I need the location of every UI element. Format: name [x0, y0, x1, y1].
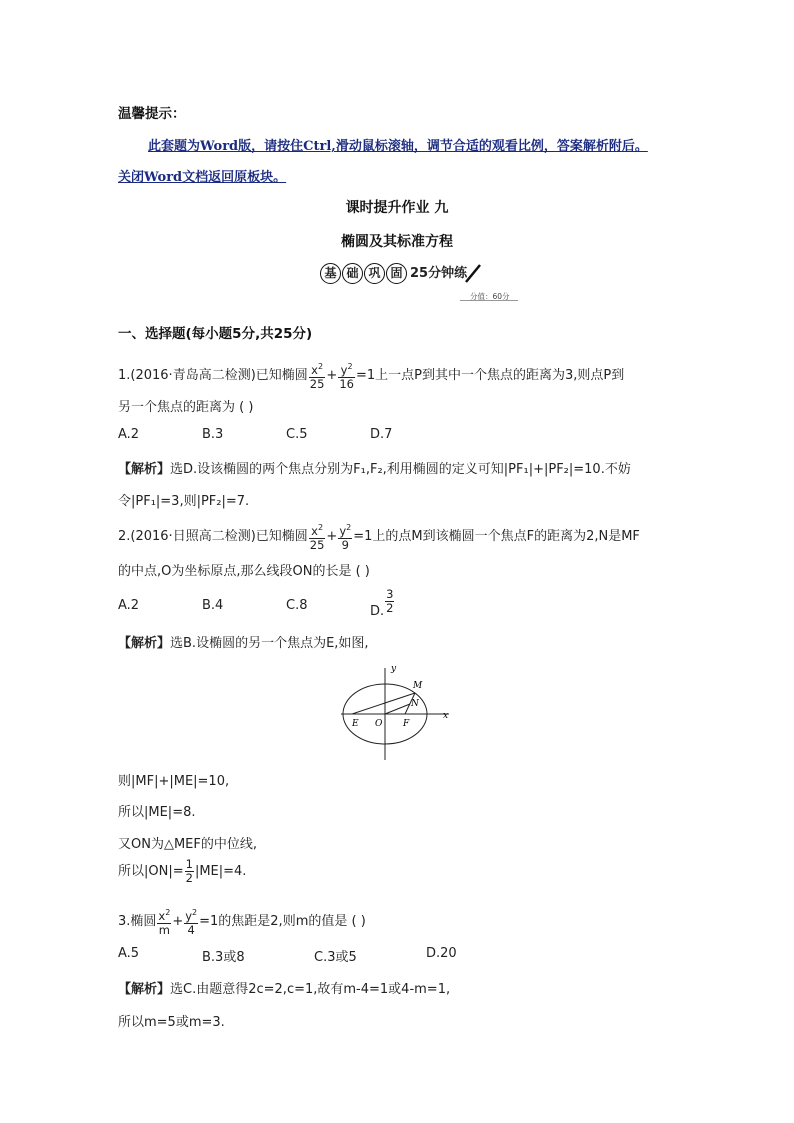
q1-option-a[interactable]: A.2: [118, 427, 140, 442]
q3-analysis: [118, 978, 450, 997]
q3-option-b[interactable]: B.3或8: [202, 950, 245, 965]
q1-analysis-label: 【解析】: [118, 462, 171, 477]
banner-char-1: 基: [320, 263, 341, 284]
q1-option-b[interactable]: B.3: [202, 427, 224, 442]
page-title: 课时提升作业 九: [345, 200, 449, 216]
q3-prefix: 3.椭圆: [118, 913, 157, 929]
q2-option-d[interactable]: [370, 587, 395, 619]
label-F: F: [403, 719, 410, 729]
label-O: O: [375, 719, 383, 729]
q2-stem: [118, 521, 640, 552]
q1-prefix: 1.(2016·青岛高二检测)已知椭圆: [118, 367, 308, 383]
q3-fraction-y: [184, 906, 198, 937]
q2-prefix: 2.(2016·日照高二检测)已知椭圆: [118, 528, 308, 544]
q3-plus: +: [172, 913, 184, 929]
banner-score: 分值：60分: [470, 292, 510, 301]
q1-fraction-y: [338, 360, 355, 391]
q1-stem-line-2: 另一个焦点的距离为 ( ): [118, 400, 254, 415]
q2-fraction-x: [309, 521, 326, 552]
q3-f1-den: m: [158, 922, 170, 937]
q1-f1-sup: 2: [317, 362, 324, 371]
q2-analysis: [118, 632, 369, 651]
q1-analysis-line-1: 选D.设该椭圆的两个焦点分别为F₁,F₂,利用椭圆的定义可知|PF₁|+|PF₂|=10.不妨: [170, 462, 631, 477]
q1-suffix: =1上一点P到其中一个焦点的距离为3,则点P到: [355, 367, 625, 383]
label-E: E: [352, 719, 359, 729]
q1-stem: [118, 360, 624, 391]
q3-f2-sup: 2: [192, 908, 198, 917]
q3-option-c[interactable]: C.3或5: [314, 950, 357, 965]
label-y: y: [391, 664, 397, 674]
ellipse-figure: [337, 664, 457, 762]
q2-option-d-label: D.: [370, 604, 385, 619]
banner-char-3: 巩: [364, 263, 385, 284]
banner-divider: [460, 300, 518, 301]
q3-analysis-line-1: 选C.由题意得2c=2,c=1,故有m-4=1或4-m=1,: [170, 982, 451, 997]
q2-step-4-fraction: [185, 858, 194, 885]
q1-f2-den: 16: [339, 376, 354, 391]
q2-suffix: =1上的点M到该椭圆一个焦点F的距离为2,N是MF: [353, 528, 640, 544]
q2-f1-num: x: [311, 523, 318, 538]
q3-f2-den: 4: [187, 922, 195, 937]
q3-analysis-label: 【解析】: [118, 982, 171, 997]
q2-option-c[interactable]: C.8: [286, 598, 308, 613]
q3-option-d[interactable]: D.20: [426, 946, 457, 961]
q2-option-a[interactable]: A.2: [118, 598, 140, 613]
q2-fraction-y: [338, 521, 352, 552]
q2-f2-num: y: [339, 523, 347, 538]
q3-options: [118, 946, 538, 964]
q1-analysis: [118, 458, 631, 477]
q2-f2-den: 9: [341, 537, 349, 552]
q2-step-2: 所以|ME|=8.: [118, 805, 196, 820]
q2-option-d-fraction: [385, 588, 394, 615]
q2-d-den: 2: [386, 601, 394, 615]
q2-step-3: 又ON为△MEF的中位线,: [118, 837, 257, 852]
q2-f2-sup: 2: [346, 523, 352, 532]
q2-s4-num: 1: [185, 857, 193, 871]
q3-fraction-x: [157, 906, 171, 937]
q2-option-b[interactable]: B.4: [202, 598, 224, 613]
q2-f1-sup: 2: [317, 523, 324, 532]
banner-char-4: 固: [386, 263, 407, 284]
q2-step-4-pre: 所以|ON|=: [118, 864, 184, 879]
tips-line-2[interactable]: 关闭Word文档返回原板块。: [118, 170, 287, 185]
q2-step-1: 则|MF|+|ME|=10,: [118, 774, 230, 789]
q3-f1-sup: 2: [165, 908, 171, 917]
q3-analysis-line-2: 所以m=5或m=3.: [118, 1015, 225, 1030]
q1-fraction-x: [309, 360, 326, 391]
q3-suffix: =1的焦距是2,则m的值是 ( ): [199, 913, 366, 929]
q1-f2-num: y: [340, 362, 348, 377]
q2-f1-den: 25: [309, 537, 325, 552]
q1-analysis-line-2: 令|PF₁|=3,则|PF₂|=7.: [118, 494, 250, 509]
segment-EM: [352, 693, 415, 714]
q2-stem-line-2: 的中点,O为坐标原点,那么线段ON的长是 ( ): [118, 564, 370, 579]
label-M: M: [413, 681, 423, 691]
q2-d-num: 3: [386, 587, 394, 601]
page-subtitle: 椭圆及其标准方程: [341, 234, 453, 250]
q1-f2-sup: 2: [347, 362, 353, 371]
banner-time: 25分钟练: [410, 266, 468, 281]
banner-char-2: 础: [342, 263, 363, 284]
q1-option-d[interactable]: D.7: [370, 427, 393, 442]
q2-analysis-label: 【解析】: [118, 636, 171, 651]
q1-f1-den: 25: [309, 376, 325, 391]
q1-plus: +: [326, 367, 338, 383]
q3-f2-num: y: [185, 908, 193, 923]
q2-analysis-line-1: 选B.设椭圆的另一个焦点为E,如图,: [170, 636, 369, 651]
tips-title: 温馨提示：: [118, 106, 186, 122]
q1-f1-num: x: [311, 362, 318, 377]
q3-f1-num: x: [158, 908, 166, 923]
section-banner: [320, 262, 510, 302]
q2-options: [118, 588, 518, 624]
q2-s4-den: 2: [185, 871, 193, 885]
q2-plus: +: [326, 528, 338, 544]
q1-option-c[interactable]: C.5: [286, 427, 308, 442]
q3-stem: [118, 906, 366, 937]
q1-options: [118, 427, 518, 445]
q3-option-a[interactable]: A.5: [118, 946, 140, 961]
q2-step-4: [118, 858, 246, 885]
label-N: N: [411, 699, 419, 709]
q2-step-4-post: |ME|=4.: [194, 864, 247, 879]
ellipse-diagram: [337, 664, 457, 762]
pencil-icon: [464, 262, 482, 284]
tips-line-1[interactable]: 此套题为Word版，请按住Ctrl,滑动鼠标滚轴，调节合适的观看比例，答案解析附后。: [148, 139, 648, 154]
section-title: 一、选择题(每小题5分,共25分): [118, 326, 313, 342]
label-x: x: [443, 711, 449, 721]
